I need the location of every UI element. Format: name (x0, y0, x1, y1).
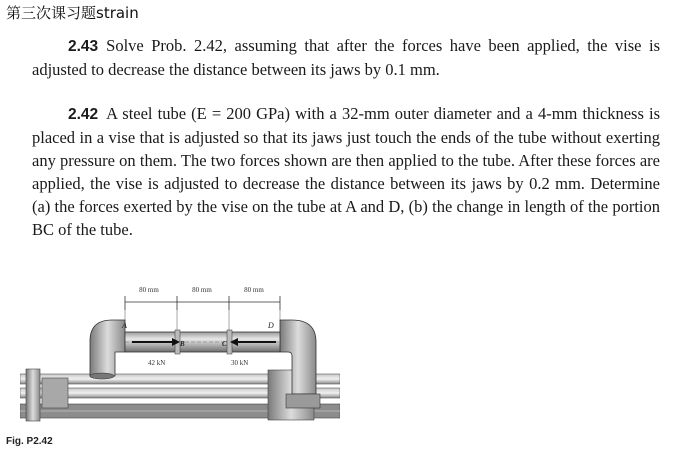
vise-diagram (20, 276, 340, 436)
figure-caption: Fig. P2.42 (6, 436, 53, 447)
problem-number: 2.43 (68, 38, 99, 55)
label-c: C (222, 340, 227, 348)
problem-2-43 (32, 34, 660, 81)
label-a: A (122, 321, 127, 330)
page-header: 第三次课习题strain (6, 4, 139, 22)
left-jaw (90, 320, 125, 379)
label-b: B (180, 340, 185, 348)
right-jaw (280, 320, 320, 408)
dimension-label-1: 80 mm (139, 286, 159, 294)
problem-text: Solve Prob. 2.42, assuming that after the forces have been applied, the vise is adjusted to decrease the distance between its jaws by 0.1 mm. (32, 36, 660, 79)
figure-vise-tube (20, 276, 340, 436)
dimension-label-3: 80 mm (244, 286, 264, 294)
problem-number: 2.42 (68, 106, 99, 123)
problem-text: A steel tube (E = 200 GPa) with a 32-mm outer diameter and a 4-mm thickness is placed in a vise that is adjusted so that its jaws just touch the ends of the tube without exerting any pressure on them. The two forces shown are then applied to the tube. After these forces are applied, the vise is adjusted to decrease the distance between its jaws by 0.2 mm. Determine (a) the forces exerted by the vise on the tube at A and D, (b) the change in length of the portion BC of the tube. (32, 104, 660, 239)
dimension-lines (125, 296, 280, 333)
dimension-label-2: 80 mm (192, 286, 212, 294)
force-label-b: 42 kN (148, 359, 166, 367)
force-label-c: 30 kN (231, 359, 249, 367)
label-d: D (268, 321, 274, 330)
problem-2-42 (32, 102, 660, 241)
